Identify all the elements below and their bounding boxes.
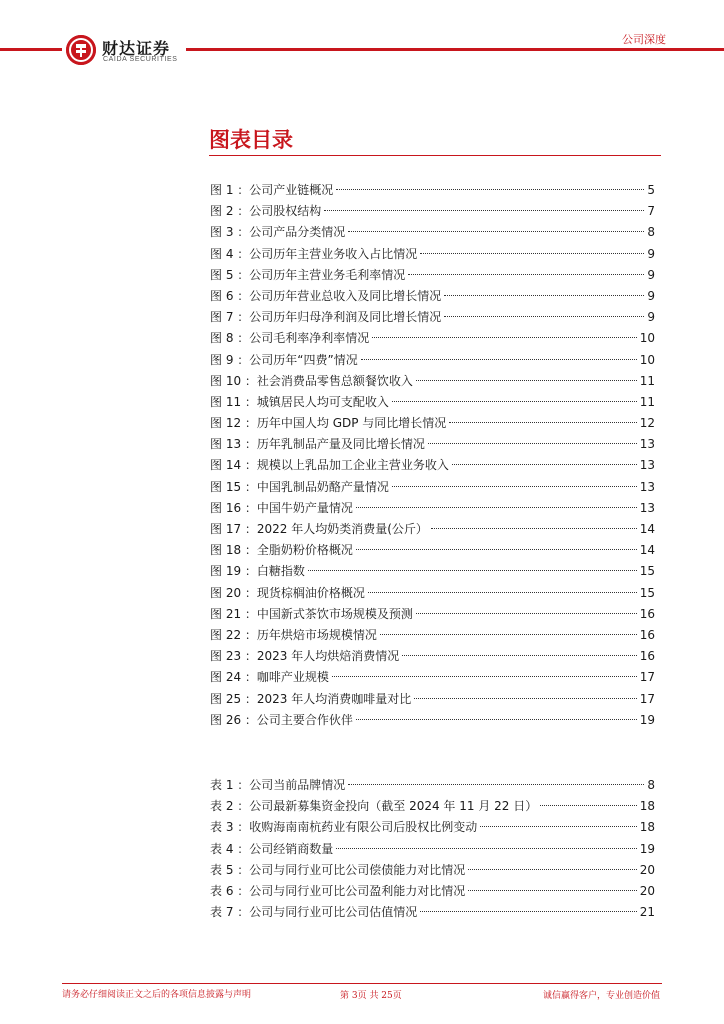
table-toc-page-number: 18: [639, 820, 655, 835]
figure-toc-entry[interactable]: [210, 434, 655, 455]
figure-toc-entry[interactable]: [210, 710, 655, 731]
dot-leader: [431, 528, 637, 529]
figure-toc-label: 图 14 ：规模以上乳品加工企业主营业务收入: [210, 458, 449, 473]
brand-name-en: CAIDA SECURITIES: [103, 56, 178, 63]
figure-toc-label: 图 5 ：公司历年主营业务毛利率情况: [210, 267, 406, 282]
figure-toc-page-number: 16: [639, 627, 655, 642]
dot-leader: [336, 189, 644, 190]
dot-leader: [336, 848, 636, 849]
dot-leader: [416, 380, 637, 381]
dot-leader: [356, 507, 637, 508]
table-toc-page-number: 18: [639, 799, 655, 814]
table-toc-list: [210, 775, 655, 923]
figure-toc-label: 图 6 ：公司历年营业总收入及同比增长情况: [210, 288, 442, 303]
figure-toc-entry[interactable]: [210, 540, 655, 561]
figure-toc-page-number: 11: [639, 373, 655, 388]
figure-toc-entry[interactable]: [210, 180, 655, 201]
dot-leader: [416, 613, 637, 614]
figure-toc-label: 图 21 ：中国新式茶饮市场规模及预测: [210, 606, 413, 621]
table-toc-label: 表 2 ：公司最新募集资金投向（截至 2024 年 11 月 22 日）: [210, 799, 538, 814]
figure-toc-entry[interactable]: [210, 498, 655, 519]
dot-leader: [480, 826, 636, 827]
title-rule: [209, 155, 661, 156]
figure-toc-label: 图 22 ：历年烘焙市场规模情况: [210, 627, 377, 642]
figure-toc-entry[interactable]: [210, 371, 655, 392]
dot-leader: [361, 359, 637, 360]
brand-name-cn: 财达证券: [102, 39, 171, 58]
table-toc-entry[interactable]: [210, 881, 655, 902]
dot-leader: [540, 805, 636, 806]
table-toc-label: 表 4 ：公司经销商数量: [210, 841, 334, 856]
dot-leader: [420, 911, 636, 912]
figure-toc-label: 图 3 ：公司产品分类情况: [210, 225, 346, 240]
dot-leader: [380, 634, 637, 635]
figure-toc-entry[interactable]: [210, 265, 655, 286]
figure-toc-label: 图 19 ：白糖指数: [210, 564, 305, 579]
toc-title: 图表目录: [209, 128, 293, 152]
figure-toc-page-number: 10: [639, 352, 655, 367]
figure-toc-entry[interactable]: [210, 689, 655, 710]
dot-leader: [452, 464, 637, 465]
table-toc-entry[interactable]: [210, 775, 655, 796]
dot-leader: [414, 698, 636, 699]
figure-toc-entry[interactable]: [210, 350, 655, 371]
figure-toc-page-number: 9: [647, 246, 655, 261]
footer-rule: [62, 983, 662, 984]
table-toc-page-number: 21: [639, 905, 655, 920]
figure-toc-entry[interactable]: [210, 625, 655, 646]
figure-toc-label: 图 25 ：2023 年人均消费咖啡量对比: [210, 691, 412, 706]
figure-toc-entry[interactable]: [210, 328, 655, 349]
figure-toc-label: 图 13 ：历年乳制品产量及同比增长情况: [210, 437, 425, 452]
figure-toc-entry[interactable]: [210, 392, 655, 413]
figure-toc-label: 图 17 ：2022 年人均奶类消费量(公斤）: [210, 522, 428, 536]
dot-leader: [420, 253, 644, 254]
figure-toc-entry[interactable]: [210, 561, 655, 582]
figure-toc-label: 图 26 ：公司主要合作伙伴: [210, 712, 353, 727]
dot-leader: [372, 337, 636, 338]
table-toc-label: 表 5 ：公司与同行业可比公司偿债能力对比情况: [210, 862, 466, 877]
table-toc-label: 表 7 ：公司与同行业可比公司估值情况: [210, 905, 418, 920]
figure-toc-page-number: 9: [647, 310, 655, 325]
figure-toc-label: 图 11 ：城镇居民人均可支配收入: [210, 394, 389, 409]
footer-page-number: 第 3页 共 25页: [340, 991, 402, 1001]
figure-toc-page-number: 8: [647, 225, 655, 240]
figure-toc-page-number: 13: [639, 500, 655, 515]
dot-leader: [348, 784, 644, 785]
figure-toc-label: 图 10 ：社会消费品零售总额餐饮收入: [210, 373, 413, 388]
table-toc-entry[interactable]: [210, 796, 655, 817]
table-toc-entry[interactable]: [210, 817, 655, 838]
dot-leader: [356, 549, 637, 550]
table-toc-page-number: 8: [647, 778, 655, 792]
figure-toc-label: 图 2 ：公司股权结构: [210, 204, 322, 219]
dot-leader: [444, 316, 644, 317]
figure-toc-entry[interactable]: [210, 286, 655, 307]
figure-toc-label: 图 7 ：公司历年归母净利润及同比增长情况: [210, 310, 442, 325]
figure-toc-entry[interactable]: [210, 604, 655, 625]
figure-toc-page-number: 9: [647, 267, 655, 282]
figure-toc-page-number: 15: [639, 564, 655, 579]
dot-leader: [428, 443, 637, 444]
dot-leader: [392, 486, 637, 487]
figure-toc-entry[interactable]: [210, 583, 655, 604]
figure-toc-page-number: 11: [639, 394, 655, 409]
figure-toc-entry[interactable]: [210, 413, 655, 434]
figure-toc-label: 图 8 ：公司毛利率净利率情况: [210, 331, 370, 346]
page-header: [0, 0, 724, 80]
figure-toc-entry[interactable]: [210, 244, 655, 265]
figure-toc-page-number: 10: [639, 331, 655, 346]
table-toc-entry[interactable]: [210, 839, 655, 860]
dot-leader: [324, 210, 644, 211]
figure-toc-entry[interactable]: [210, 455, 655, 476]
dot-leader: [449, 422, 636, 423]
figure-toc-page-number: 19: [639, 712, 655, 727]
figure-toc-page-number: 16: [639, 649, 655, 664]
figure-toc-entry[interactable]: [210, 646, 655, 667]
figure-toc-page-number: 14: [639, 543, 655, 558]
figure-toc-label: 图 20 ：现货棕榈油价格概况: [210, 585, 365, 600]
table-toc-entry[interactable]: [210, 902, 655, 923]
dot-leader: [468, 890, 636, 891]
table-toc-page-number: 19: [639, 841, 655, 856]
figure-toc-entry[interactable]: [210, 667, 655, 688]
figure-toc-label: 图 9 ：公司历年“四费”情况: [210, 352, 358, 367]
table-toc-label: 表 6 ：公司与同行业可比公司盈利能力对比情况: [210, 883, 466, 898]
figure-toc-page-number: 5: [647, 183, 655, 197]
table-toc-entry[interactable]: [210, 860, 655, 881]
figure-toc-label: 图 16 ：中国牛奶产量情况: [210, 500, 353, 515]
dot-leader: [392, 401, 637, 402]
figure-toc-entry[interactable]: [210, 201, 655, 222]
dot-leader: [368, 592, 637, 593]
figure-toc-label: 图 18 ：全脂奶粉价格概况: [210, 543, 353, 558]
dot-leader: [348, 231, 644, 232]
figure-toc-page-number: 13: [639, 479, 655, 494]
figure-toc-entry[interactable]: [210, 519, 655, 540]
figure-toc-list: [210, 180, 655, 731]
document-type: 公司深度: [622, 33, 666, 46]
dot-leader: [356, 719, 637, 720]
figure-toc-page-number: 14: [639, 522, 655, 536]
caida-logo-icon: [66, 35, 96, 65]
figure-toc-entry[interactable]: [210, 477, 655, 498]
header-rule-right: [186, 48, 724, 51]
figure-toc-page-number: 12: [639, 416, 655, 431]
figure-toc-label: 图 12 ：历年中国人均 GDP 与同比增长情况: [210, 416, 447, 431]
figure-toc-label: 图 23 ：2023 年人均烘焙消费情况: [210, 649, 400, 664]
figure-toc-page-number: 15: [639, 585, 655, 600]
dot-leader: [408, 274, 644, 275]
dot-leader: [332, 676, 637, 677]
figure-toc-entry[interactable]: [210, 307, 655, 328]
dot-leader: [402, 655, 636, 656]
dot-leader: [444, 295, 644, 296]
table-toc-page-number: 20: [639, 862, 655, 877]
table-toc-label: 表 3 ：收购海南南杭药业有限公司后股权比例变动: [210, 820, 478, 835]
figure-toc-page-number: 9: [647, 288, 655, 303]
figure-toc-page-number: 13: [639, 458, 655, 473]
figure-toc-page-number: 16: [639, 606, 655, 621]
dot-leader: [468, 869, 636, 870]
table-toc-page-number: 20: [639, 883, 655, 898]
table-toc-label: 表 1 ：公司当前品牌情况: [210, 778, 346, 792]
footer-disclaimer: 请务必仔细阅读正文之后的各项信息披露与声明: [62, 990, 252, 1000]
figure-toc-entry[interactable]: [210, 222, 655, 243]
figure-toc-label: 图 15 ：中国乳制品奶酪产量情况: [210, 479, 389, 494]
figure-toc-page-number: 7: [647, 204, 655, 219]
figure-toc-label: 图 4 ：公司历年主营业务收入占比情况: [210, 246, 418, 261]
figure-toc-page-number: 17: [639, 670, 655, 685]
footer-slogan: 诚信赢得客户，专业创造价值: [542, 991, 660, 1001]
header-rule-left: [0, 48, 62, 51]
dot-leader: [308, 570, 637, 571]
figure-toc-label: 图 24 ：咖啡产业规模: [210, 670, 329, 685]
figure-toc-label: 图 1 ：公司产业链概况: [210, 183, 334, 197]
figure-toc-page-number: 17: [639, 691, 655, 706]
figure-toc-page-number: 13: [639, 437, 655, 452]
